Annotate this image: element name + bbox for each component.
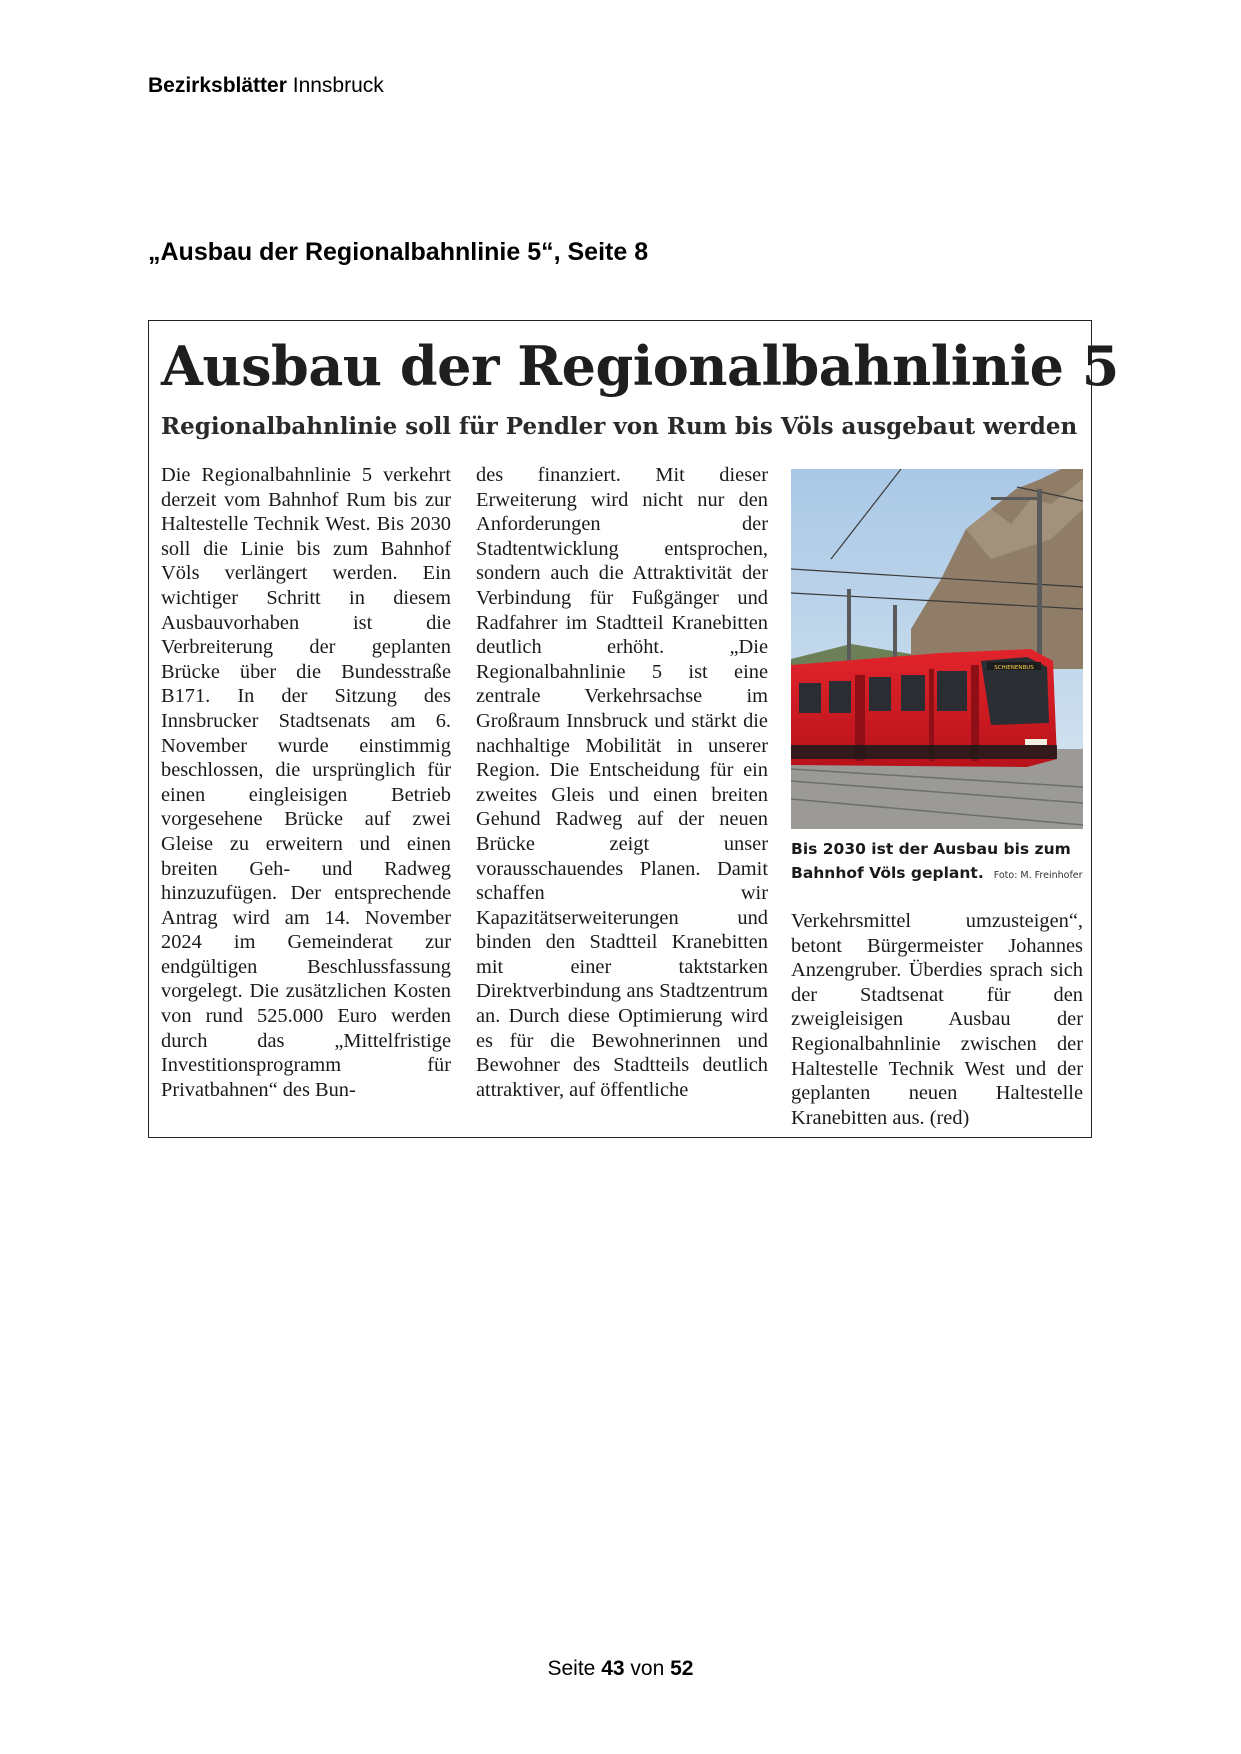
article-headline: Ausbau der Regionalbahnlinie 5 bbox=[161, 334, 1119, 398]
page-header bbox=[148, 74, 384, 98]
photo-credit: Foto: M. Freinhofer bbox=[993, 870, 1083, 881]
article-column-2: des finanziert. Mit dieser Erweiterung wird nicht nur den Anforderungen der Stadtentwicklung entsprochen, sondern auch die Attraktivität der Verbindung für Fußgänger und Radfahrer im Stadtteil Kranebitten deutlich erhöht. „Die Regionalbahnlinie 5 ist eine zentrale Verkehrsachse im Großraum Innsbruck und stärkt die nachhaltige Mobilität in unserer Region. Die Entscheidung für ein zweites Gleis und einen breiten Gehund Radweg auf der neuen Brücke zeigt unser vorausschauendes Planen. Damit schaffen wir Kapazitätserweiterungen und binden den Stadtteil Kranebitten mit einer taktstarken Direktverbindung ans Stadtzentrum an. Durch diese Optimierung wird es für die Bewohnerinnen und Bewohner des Stadtteils deutlich attraktiver, auf öffentliche bbox=[476, 464, 768, 1101]
tram-photo bbox=[791, 469, 1083, 829]
page-number-middle: von bbox=[630, 1657, 665, 1680]
article-reference: „Ausbau der Regionalbahnlinie 5“, Seite 8 bbox=[148, 238, 649, 266]
page-number bbox=[0, 1656, 1241, 1682]
publication-name: Bezirksblätter bbox=[148, 74, 287, 97]
page-number-prefix: Seite bbox=[547, 1657, 596, 1680]
photo-caption bbox=[791, 837, 1083, 888]
page-number-current: 43 bbox=[601, 1657, 625, 1680]
article-column-3: Verkehrsmittel umzusteigen“, betont Bürgermeister Johannes Anzengruber. Überdies sprach sich der Stadtsenat für den zweigleisigen Ausbau der Regionalbahnlinie zwischen der Haltestelle Technik West und der geplanten neuen Haltestelle Kranebitten aus. (red) bbox=[791, 910, 1083, 1129]
page-number-total: 52 bbox=[670, 1657, 694, 1680]
tram-destination-sign: SCHIENENBUS bbox=[994, 665, 1034, 671]
newspaper-clipping bbox=[148, 320, 1119, 1138]
article-column-1: Die Regionalbahnlinie 5 verkehrt derzeit vom Bahnhof Rum bis zur Haltestelle Technik West. Bis 2030 soll die Linie bis zum Bahnhof Völs verlängert werden. Ein wichtiger Schritt in diesem Ausbauvorhaben ist die Verbreiterung der geplanten Brücke über die Bundesstraße B171. In der Sitzung des Innsbrucker Stadtsenats am 6. November wurde einstimmig beschlossen, die ursprünglich für einen eingleisigen Betrieb vorgesehene Brücke auf zwei Gleise zu erweitern und einen breiten Geh- und Radweg hinzuzufügen. Der entsprechende Antrag wird am 14. November 2024 im Gemeinderat zur endgültigen Beschlussfassung vorgelegt. Die zusätzlichen Kosten von rund 525.000 Euro werden durch das „Mittelfristige Investitionsprogramm für Privatbahnen“ des Bun- bbox=[161, 464, 451, 1101]
photo-caption-text: Bis 2030 ist der Ausbau bis zum Bahnhof Völs geplant. bbox=[791, 840, 1071, 882]
article-subheadline: Regionalbahnlinie soll für Pendler von Rum bis Völs ausgebaut werden bbox=[161, 413, 1078, 440]
publication-edition: Innsbruck bbox=[292, 74, 384, 97]
